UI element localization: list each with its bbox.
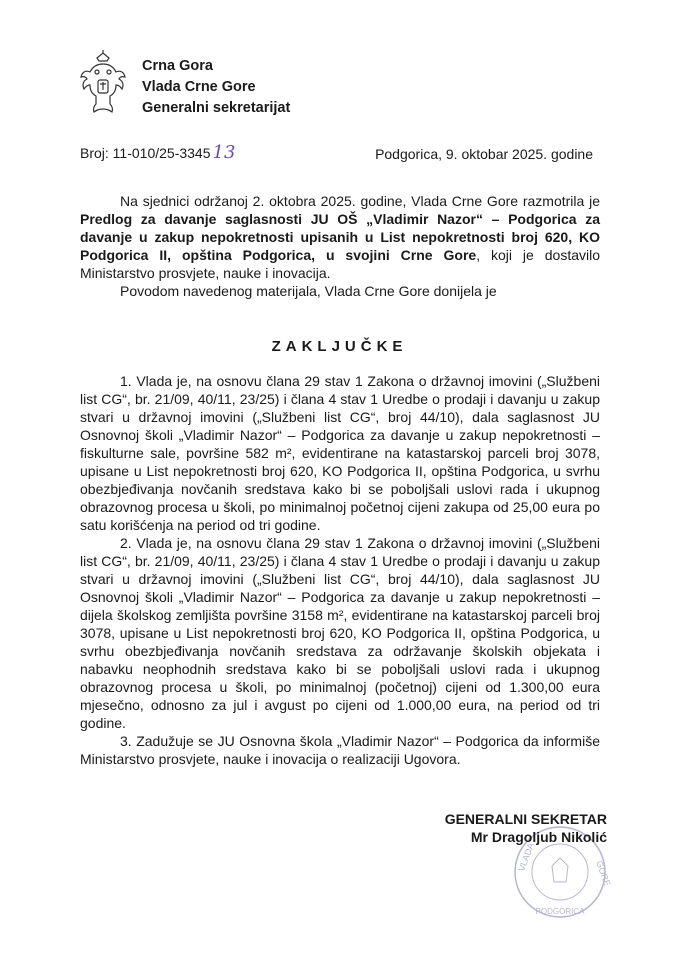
conclusion-item: 2. Vlada je, na osnovu člana 29 stav 1 Zakona o državnoj imovini („Službeni list CG“, br. 21/09, 40/11, 23/25) i člana 4 stav 1 Uredbe o prodaji i davanju u zakup stvari u državnoj imovini („Službeni list CG“, broj 44/10), dala saglasnost JU Osnovnoj školi „Vladimir Nazor“ – Podgorica za davanje u zakup nepokretnosti – dijela školskog zemljišta površine 3158 m², evidentirane na katastarskoj parceli broj 3078, upisane u List nepokretnosti broj 620, KO Podgorica II, opština Podgorica, u svrhu obezbjeđivanja novčanih sredstava za održavanje školskih objekata i nabavku neophodnih sredstava kako bi se poboljšali uslovi rada i ukupnog obrazovnog procesa u školi, po minimalnoj (početnoj) cijeni od 1.300,00 eura mjesečno, odnosno za jul i avgust po cijeni od 1.000,00 eura, na period od tri godine. [80, 535, 600, 731]
signature-title: GENERALNI SEKRETAR [444, 811, 607, 827]
handwritten-mark: 13 [212, 142, 236, 163]
stamp-text-bottom: PODGORICA [535, 907, 585, 916]
intro-text-bold: Predlog za davanje saglasnosti JU OŠ „Vladimir Nazor“ – Podgorica za davanje u zakup nepokretnosti upisanih u List nepokretnosti broj 620, KO Podgorica II, opština Podgorica, u svojini Crne Gore [80, 211, 600, 263]
header-country: Crna Gora [142, 58, 213, 74]
document-number-text: Broj: 11-010/25-3345 [80, 145, 211, 161]
institution-header [142, 56, 290, 119]
conclusion-item: 3. Zadužuje se JU Osnovna škola „Vladimir Nazor“ – Podgorica da informiše Ministarstvo prosvjete, nauke i inovacija o realizaciji Ugovora. [80, 733, 600, 767]
header-government: Vlada Crne Gore [142, 79, 256, 95]
conclusions-heading: ZAKLJUČKE [271, 338, 408, 355]
document-number [80, 142, 235, 163]
signature-name: Mr Dragoljub Nikolić [470, 829, 607, 845]
intro-section [80, 192, 600, 300]
montenegro-coat-of-arms-icon [78, 52, 128, 116]
header-secretariat: Generalni sekretarijat [142, 100, 291, 116]
intro-text-start: Na sjednici održanoj 2. oktobra 2025. godine, Vlada Crne Gore razmotrila je [120, 193, 600, 209]
stamp-text-right: GORE [594, 859, 613, 888]
intro-text-end: , koji je dostavilo Ministarstvo prosvjete, nauke i inovacija. [80, 247, 601, 281]
intro-paragraph-2: Povodom navedenog materijala, Vlada Crne Gore donijela je [120, 283, 497, 299]
document-date: Podgorica, 9. oktobar 2025. godine [375, 146, 593, 162]
stamp-text-left: VLADA [516, 841, 536, 873]
intro-paragraph [80, 192, 600, 282]
signature-block [445, 810, 607, 846]
conclusions-section [80, 372, 600, 768]
conclusion-item: 1. Vlada je, na osnovu člana 29 stav 1 Zakona o državnoj imovini („Službeni list CG“, br. 21/09, 40/11, 23/25) i člana 4 stav 1 Uredbe o prodaji i davanju u zakup stvari u državnoj imovini („Službeni list CG“, broj 44/10), dala saglasnost JU Osnovnoj školi „Vladimir Nazor“ – Podgorica za davanje u zakup nepokretnosti – fiskulturne sale, površine 582 m², evidentirane na katastarskoj parceli broj 3078, upisane u List nepokretnosti broj 620, KO Podgorica II, opština Podgorica, u svrhu obezbjeđivanja novčanih sredstava kako bi se poboljšali uslovi rada i ukupnog obrazovnog procesa u školi, po minimalnoj početnoj cijeni zakupa od 25,00 eura po satu korišćenja na period od tri godine. [80, 373, 600, 533]
